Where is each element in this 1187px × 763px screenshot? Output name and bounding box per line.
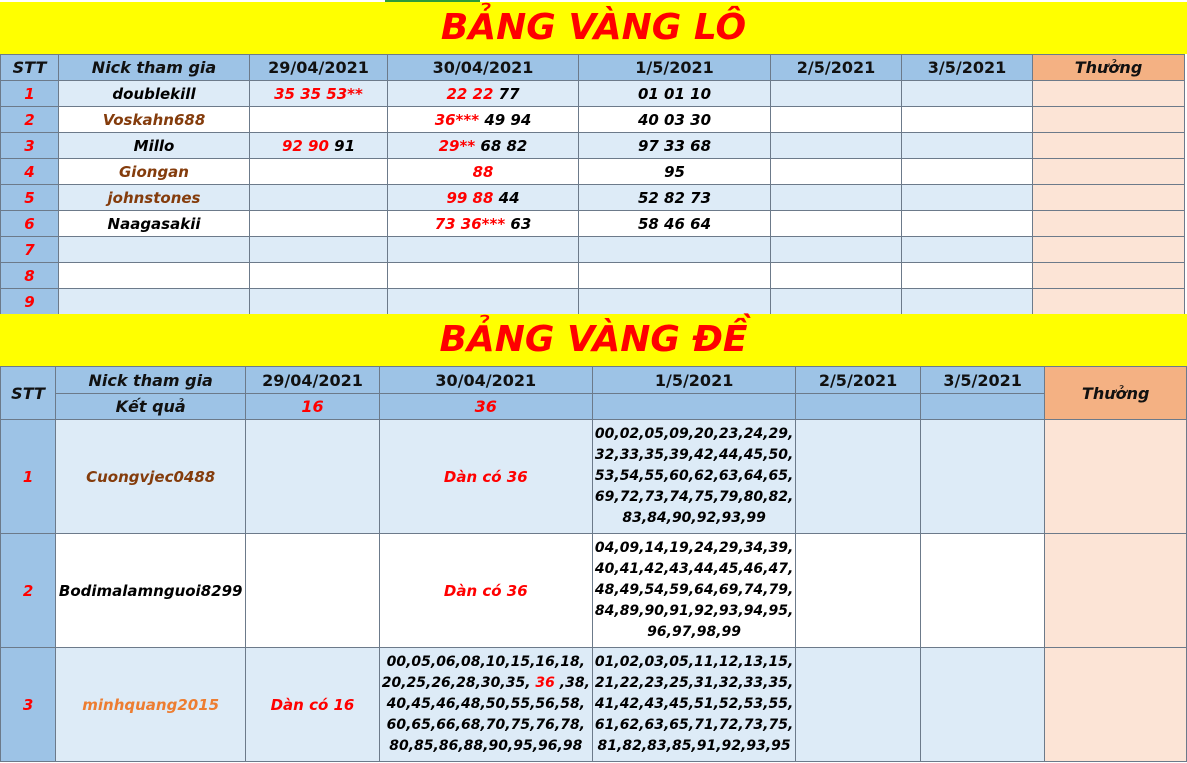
other-numbers: 68 82 <box>475 136 528 155</box>
row-date-3: 97 33 68 <box>579 133 771 159</box>
row-date-5 <box>902 81 1033 107</box>
row-date-5 <box>920 534 1045 648</box>
row-reward <box>1033 107 1185 133</box>
number-line: 53,54,55,60,62,63,64,65, <box>594 468 794 484</box>
table-row <box>1 81 1185 107</box>
row-reward <box>1045 534 1187 648</box>
row-date-1 <box>246 534 379 648</box>
row-date-1 <box>250 133 388 159</box>
row-date-5 <box>902 237 1033 263</box>
row-date-2 <box>388 133 579 159</box>
row-reward <box>1033 81 1185 107</box>
number-line: 61,62,63,65,71,72,73,75, <box>594 717 794 733</box>
row-reward <box>1033 289 1185 315</box>
table-row <box>1 289 1185 315</box>
row-date-5 <box>902 289 1033 315</box>
row-date-2 <box>388 159 579 185</box>
number-line: 41,42,43,45,51,52,53,55, <box>594 696 794 712</box>
other-numbers: 77 <box>493 84 520 103</box>
row-stt: 4 <box>1 159 59 185</box>
row-date-1 <box>250 263 388 289</box>
table-row <box>1 420 1187 534</box>
row-date-3 <box>579 289 771 315</box>
header-date-1: 29/04/2021 <box>246 367 379 394</box>
header-stt: STT <box>1 367 56 420</box>
header-nick: Nick tham gia <box>59 55 250 81</box>
row-stt: 9 <box>1 289 59 315</box>
row-date-3 <box>579 263 771 289</box>
row-date-4 <box>771 289 902 315</box>
table-row <box>1 237 1185 263</box>
header-date-2: 30/04/2021 <box>379 367 592 394</box>
row-date-2-numbers <box>379 648 592 762</box>
row-date-2 <box>388 211 579 237</box>
row-date-1: Dàn có 16 <box>246 648 379 762</box>
row-date-2 <box>388 263 579 289</box>
number-line: 80,85,86,88,90,95,96,98 <box>389 738 583 754</box>
row-date-5 <box>902 133 1033 159</box>
row-nick: minhquang2015 <box>56 648 246 762</box>
highlighted-numbers: 99 88 <box>446 188 494 207</box>
header-stt: STT <box>1 55 59 81</box>
highlighted-numbers: 73 36*** <box>434 214 506 233</box>
result-date-2: 36 <box>379 394 592 420</box>
row-date-4 <box>796 534 921 648</box>
de-result-row <box>1 394 1187 420</box>
row-stt: 3 <box>1 648 56 762</box>
row-date-4 <box>771 159 902 185</box>
row-nick: Naagasakii <box>59 211 250 237</box>
row-date-3: 01 01 10 <box>579 81 771 107</box>
row-stt: 7 <box>1 237 59 263</box>
row-date-4 <box>796 648 921 762</box>
row-stt: 5 <box>1 185 59 211</box>
number-line: 32,33,35,39,42,44,45,50, <box>594 447 794 463</box>
highlighted-numbers: 22 22 <box>446 84 494 103</box>
row-date-5 <box>902 263 1033 289</box>
row-date-1 <box>250 211 388 237</box>
row-date-4 <box>771 133 902 159</box>
row-date-2: Dàn có 36 <box>379 420 592 534</box>
table-row <box>1 648 1187 762</box>
row-date-1 <box>250 159 388 185</box>
number-segment: 20,25,26,28,30,35, <box>381 675 536 691</box>
row-date-1 <box>246 420 379 534</box>
row-date-3: 52 82 73 <box>579 185 771 211</box>
result-date-4 <box>796 394 921 420</box>
table-row <box>1 534 1187 648</box>
de-title: BẢNG VÀNG ĐỀ <box>0 314 1187 366</box>
highlighted-numbers: 92 90 <box>281 136 329 155</box>
other-numbers: 91 <box>328 136 356 155</box>
row-nick: johnstones <box>59 185 250 211</box>
number-line: 83,84,90,92,93,99 <box>622 510 766 526</box>
highlighted-numbers: 36*** <box>434 110 480 129</box>
header-date-5: 3/5/2021 <box>902 55 1033 81</box>
de-header-row <box>1 367 1187 394</box>
result-date-1: 16 <box>246 394 379 420</box>
row-nick <box>59 237 250 263</box>
table-row <box>1 211 1185 237</box>
header-date-5: 3/5/2021 <box>920 367 1045 394</box>
row-nick: Bodimalamnguoi8299 <box>56 534 246 648</box>
row-date-1: 35 35 53** <box>250 81 388 107</box>
row-date-5 <box>902 185 1033 211</box>
row-date-4 <box>771 185 902 211</box>
number-line: 60,65,66,68,70,75,76,78, <box>386 717 585 733</box>
row-stt: 6 <box>1 211 59 237</box>
header-date-3: 1/5/2021 <box>579 55 771 81</box>
row-date-4 <box>771 237 902 263</box>
number-line: 48,49,54,59,64,69,74,79, <box>594 582 794 598</box>
row-reward <box>1033 159 1185 185</box>
row-reward <box>1033 133 1185 159</box>
row-stt: 1 <box>1 81 59 107</box>
highlighted-number: 36 <box>535 675 555 691</box>
number-line: 00,05,06,08,10,15,16,18, <box>386 654 585 670</box>
number-segment: ,38, <box>554 675 590 691</box>
row-date-5 <box>902 159 1033 185</box>
row-date-2 <box>388 185 579 211</box>
row-date-3: 40 03 30 <box>579 107 771 133</box>
number-line: 01,02,03,05,11,12,13,15, <box>594 654 794 670</box>
table-row <box>1 107 1185 133</box>
other-numbers: 63 <box>505 214 532 233</box>
table-row <box>1 133 1185 159</box>
header-date-1: 29/04/2021 <box>250 55 388 81</box>
row-date-2 <box>388 237 579 263</box>
header-nick: Nick tham gia <box>56 367 246 394</box>
header-reward: Thưởng <box>1045 367 1187 420</box>
de-table <box>0 366 1187 762</box>
row-stt: 2 <box>1 534 56 648</box>
number-line: 96,97,98,99 <box>647 624 742 640</box>
row-date-3-numbers <box>592 648 795 762</box>
lo-table <box>0 54 1185 315</box>
result-date-5 <box>920 394 1045 420</box>
number-line: 81,82,83,85,91,92,93,95 <box>597 738 791 754</box>
other-numbers: 44 <box>493 188 520 207</box>
row-stt: 3 <box>1 133 59 159</box>
row-nick: Voskahn688 <box>59 107 250 133</box>
row-date-5 <box>920 420 1045 534</box>
table-row <box>1 185 1185 211</box>
number-line: 40,45,46,48,50,55,56,58, <box>386 696 585 712</box>
number-line: 21,22,23,25,31,32,33,35, <box>594 675 794 691</box>
lo-header-row <box>1 55 1185 81</box>
row-date-4 <box>771 81 902 107</box>
row-date-2 <box>388 81 579 107</box>
row-date-5 <box>902 211 1033 237</box>
header-date-3: 1/5/2021 <box>592 367 795 394</box>
row-date-5 <box>902 107 1033 133</box>
other-numbers: 49 94 <box>479 110 532 129</box>
row-date-1 <box>250 237 388 263</box>
number-line: 69,72,73,74,75,79,80,82, <box>594 489 794 505</box>
row-date-2 <box>388 107 579 133</box>
number-line: 00,02,05,09,20,23,24,29, <box>594 426 794 442</box>
header-date-4: 2/5/2021 <box>796 367 921 394</box>
row-date-3: 95 <box>579 159 771 185</box>
row-stt: 1 <box>1 420 56 534</box>
row-reward <box>1033 263 1185 289</box>
result-date-3 <box>592 394 795 420</box>
row-date-5 <box>920 648 1045 762</box>
row-reward <box>1045 648 1187 762</box>
row-reward <box>1045 420 1187 534</box>
row-date-2 <box>388 289 579 315</box>
row-date-3 <box>579 237 771 263</box>
row-reward <box>1033 237 1185 263</box>
row-date-1 <box>250 289 388 315</box>
number-line: 04,09,14,19,24,29,34,39, <box>594 540 794 556</box>
row-date-3-numbers <box>592 420 795 534</box>
highlighted-numbers: 29** <box>438 136 476 155</box>
number-line: 40,41,42,43,44,45,46,47, <box>594 561 794 577</box>
number-line <box>382 675 590 691</box>
row-date-3: 58 46 64 <box>579 211 771 237</box>
row-stt: 8 <box>1 263 59 289</box>
row-nick <box>59 289 250 315</box>
highlighted-numbers: 88 <box>472 162 494 181</box>
result-label: Kết quả <box>56 394 246 420</box>
row-date-4 <box>771 263 902 289</box>
row-nick: Millo <box>59 133 250 159</box>
number-line: 84,89,90,91,92,93,94,95, <box>594 603 794 619</box>
lo-title: BẢNG VÀNG LÔ <box>0 2 1187 54</box>
row-stt: 2 <box>1 107 59 133</box>
header-date-4: 2/5/2021 <box>771 55 902 81</box>
row-date-1 <box>250 107 388 133</box>
row-nick <box>59 263 250 289</box>
row-date-3-numbers <box>592 534 795 648</box>
row-nick: doublekill <box>59 81 250 107</box>
row-date-2: Dàn có 36 <box>379 534 592 648</box>
row-date-4 <box>771 211 902 237</box>
table-row <box>1 263 1185 289</box>
row-date-4 <box>771 107 902 133</box>
row-date-4 <box>796 420 921 534</box>
table-row <box>1 159 1185 185</box>
row-reward <box>1033 185 1185 211</box>
row-nick: Giongan <box>59 159 250 185</box>
header-reward: Thưởng <box>1033 55 1185 81</box>
row-nick: Cuongvjec0488 <box>56 420 246 534</box>
row-reward <box>1033 211 1185 237</box>
header-date-2: 30/04/2021 <box>388 55 579 81</box>
row-date-1 <box>250 185 388 211</box>
